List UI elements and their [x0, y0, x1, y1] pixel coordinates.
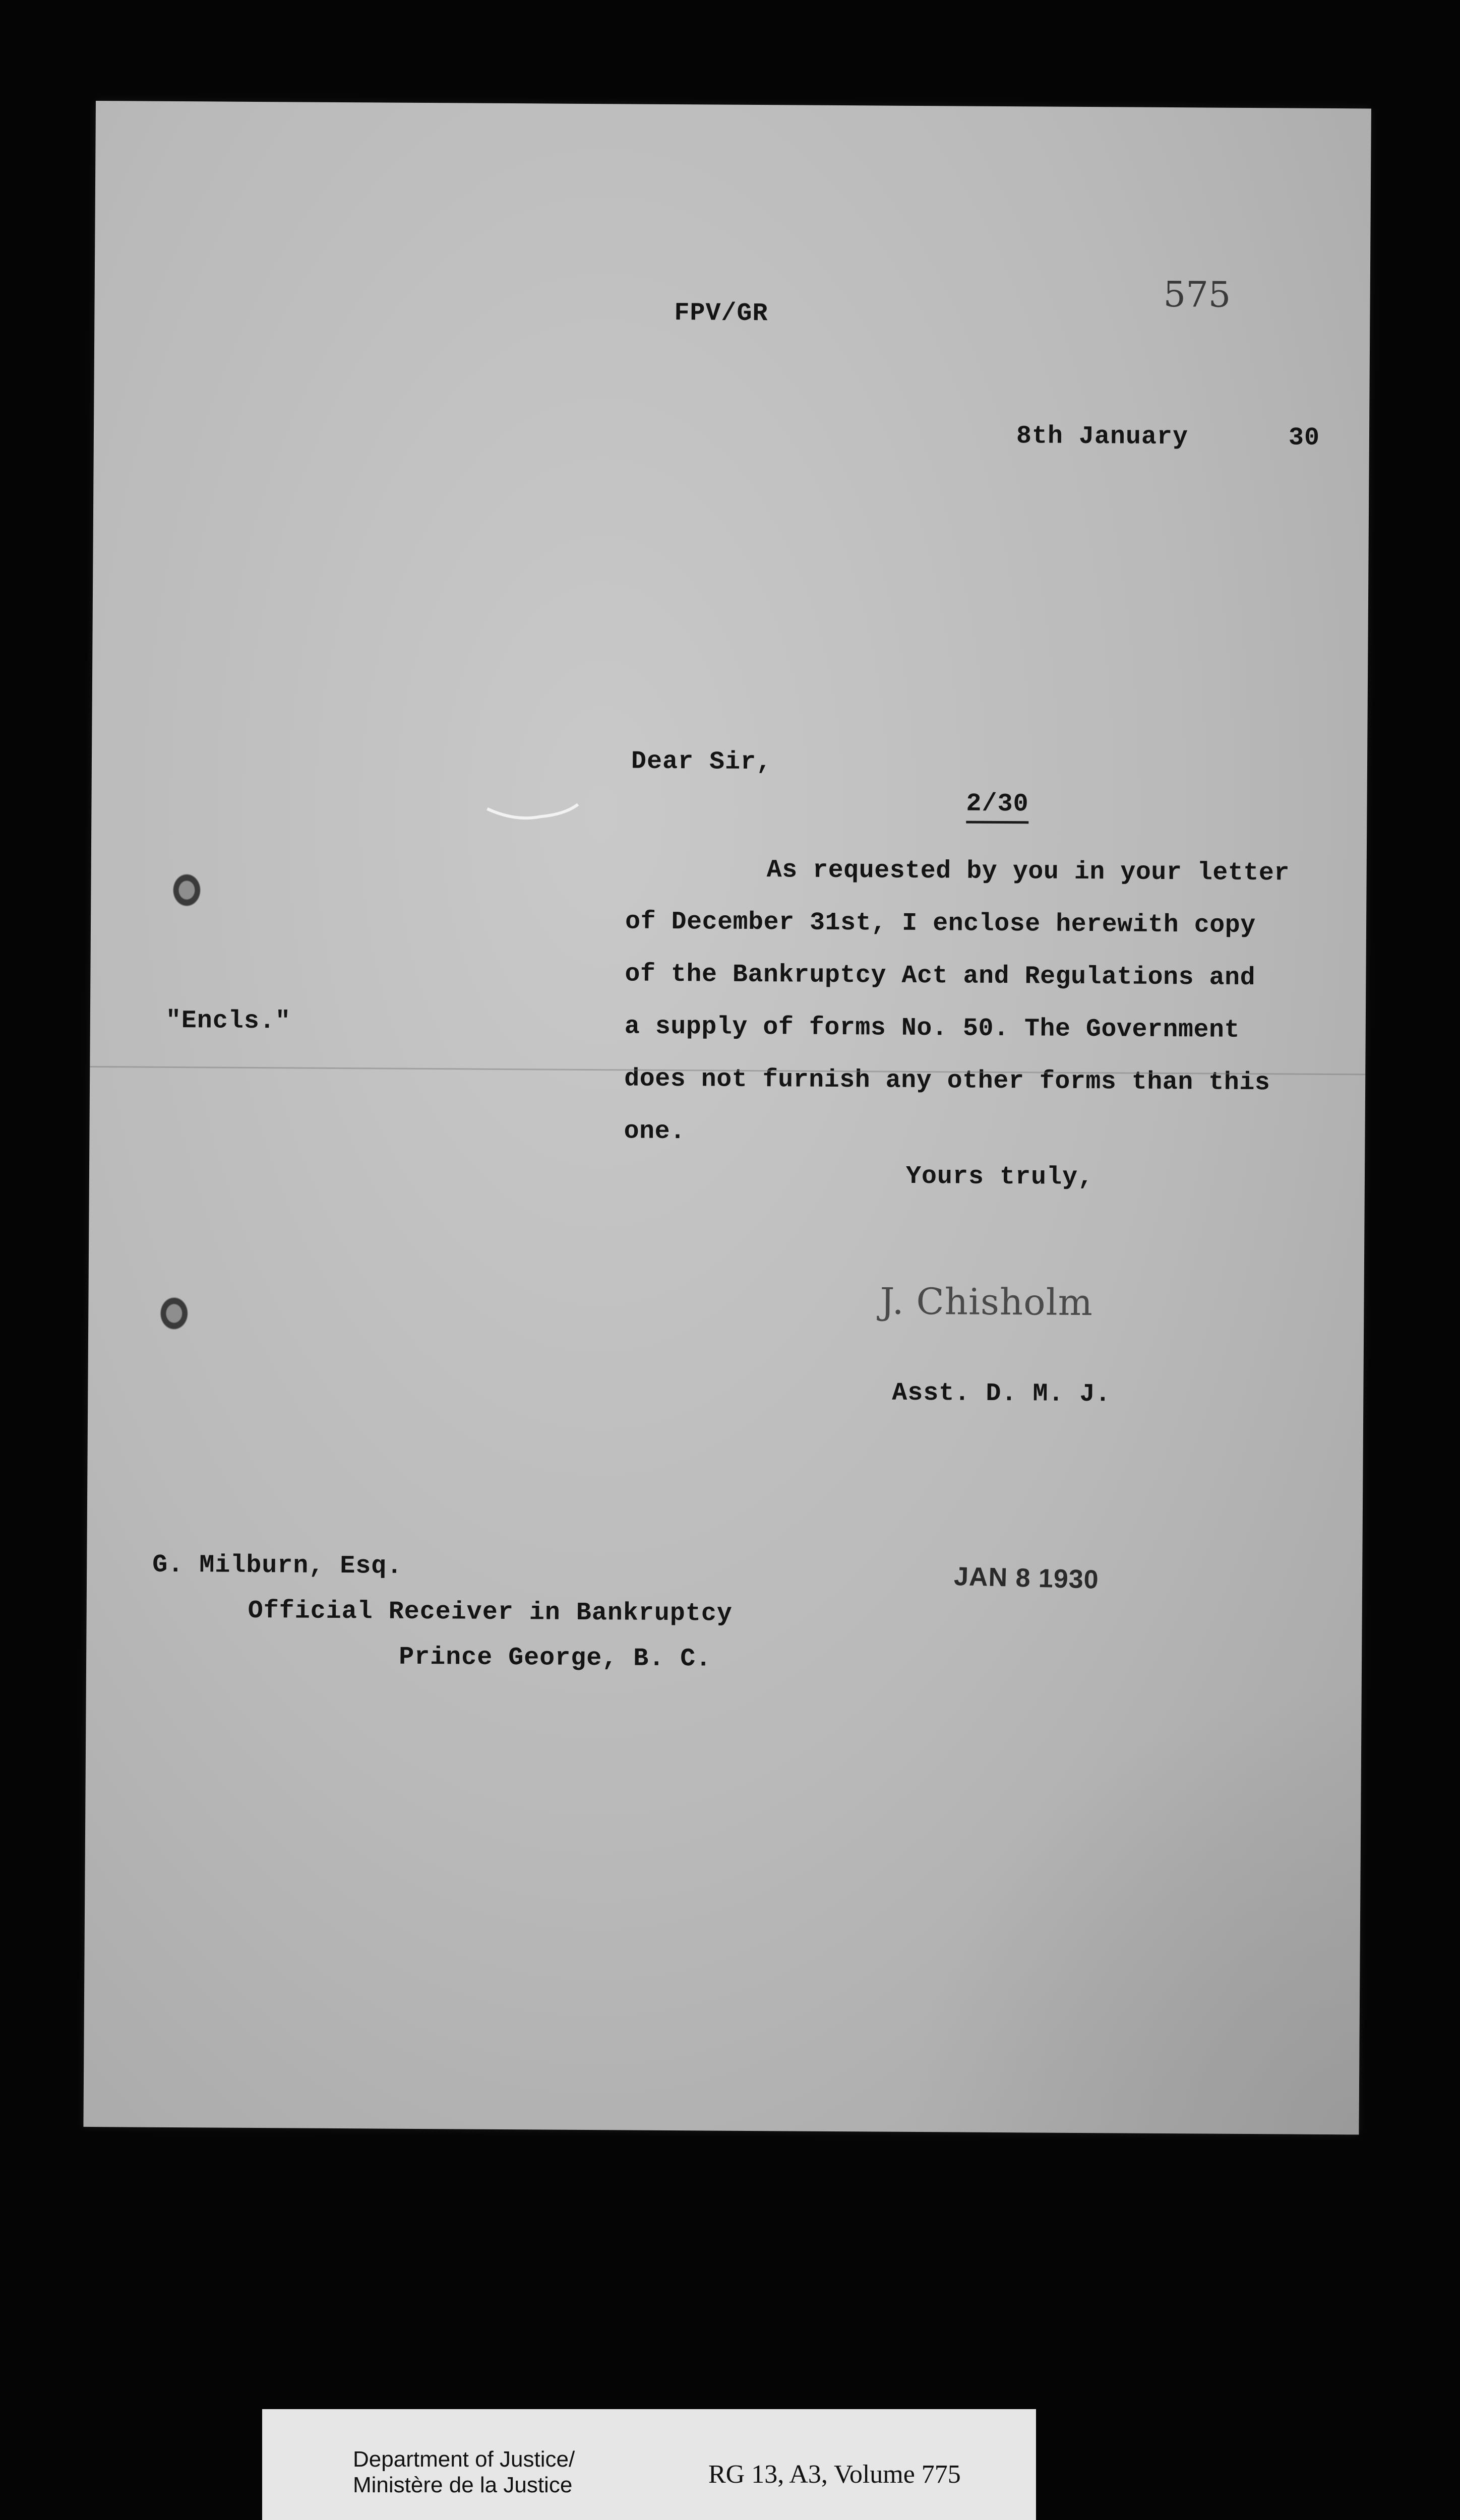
body-line: one.: [624, 1117, 686, 1147]
date-received-stamp: JAN 8 1930: [953, 1561, 1100, 1595]
letter-date: 8th January: [1016, 422, 1189, 452]
department-en: Department of Justice/: [353, 2447, 575, 2472]
pencil-mark: [484, 799, 585, 825]
letter-sheet: [83, 101, 1371, 2134]
body-line: does not furnish any other forms than this: [624, 1064, 1270, 1098]
letter-body: [624, 855, 1331, 1174]
file-number: 2/30: [966, 792, 1028, 824]
punch-hole-bottom: [159, 1296, 189, 1331]
body-line: As requested by you in your letter: [766, 856, 1290, 888]
recipient-location: Prince George, B. C.: [398, 1643, 712, 1674]
enclosure-note: "Encls.": [165, 1006, 291, 1036]
signature-stamp: J. Chisholm: [880, 1280, 1093, 1324]
signer-title: Asst. D. M. J.: [892, 1378, 1111, 1409]
letter-year: 30: [1288, 423, 1320, 453]
recipient-name: G. Milburn, Esq.: [152, 1550, 403, 1581]
paper-shadow: [905, 1678, 1361, 2134]
salutation: Dear Sir,: [631, 747, 772, 777]
department-fr: Ministère de la Justice: [353, 2472, 573, 2497]
body-line: of the Bankruptcy Act and Regulations and: [625, 960, 1256, 993]
record-group-reference: RG 13, A3, Volume 775: [708, 2460, 961, 2489]
punch-hole-top: [171, 872, 202, 908]
department-name: [353, 2447, 575, 2498]
body-line: a supply of forms No. 50. The Government: [624, 1012, 1240, 1045]
closing: Yours truly,: [905, 1162, 1094, 1192]
body-line: of December 31st, I enclose herewith copy: [625, 907, 1256, 940]
folio-number: 575: [1163, 273, 1231, 316]
recipient-title: Official Receiver in Bankruptcy: [248, 1596, 733, 1628]
archive-reference-label: [262, 2409, 1036, 2520]
reference-initials: FPV/GR: [674, 299, 768, 329]
